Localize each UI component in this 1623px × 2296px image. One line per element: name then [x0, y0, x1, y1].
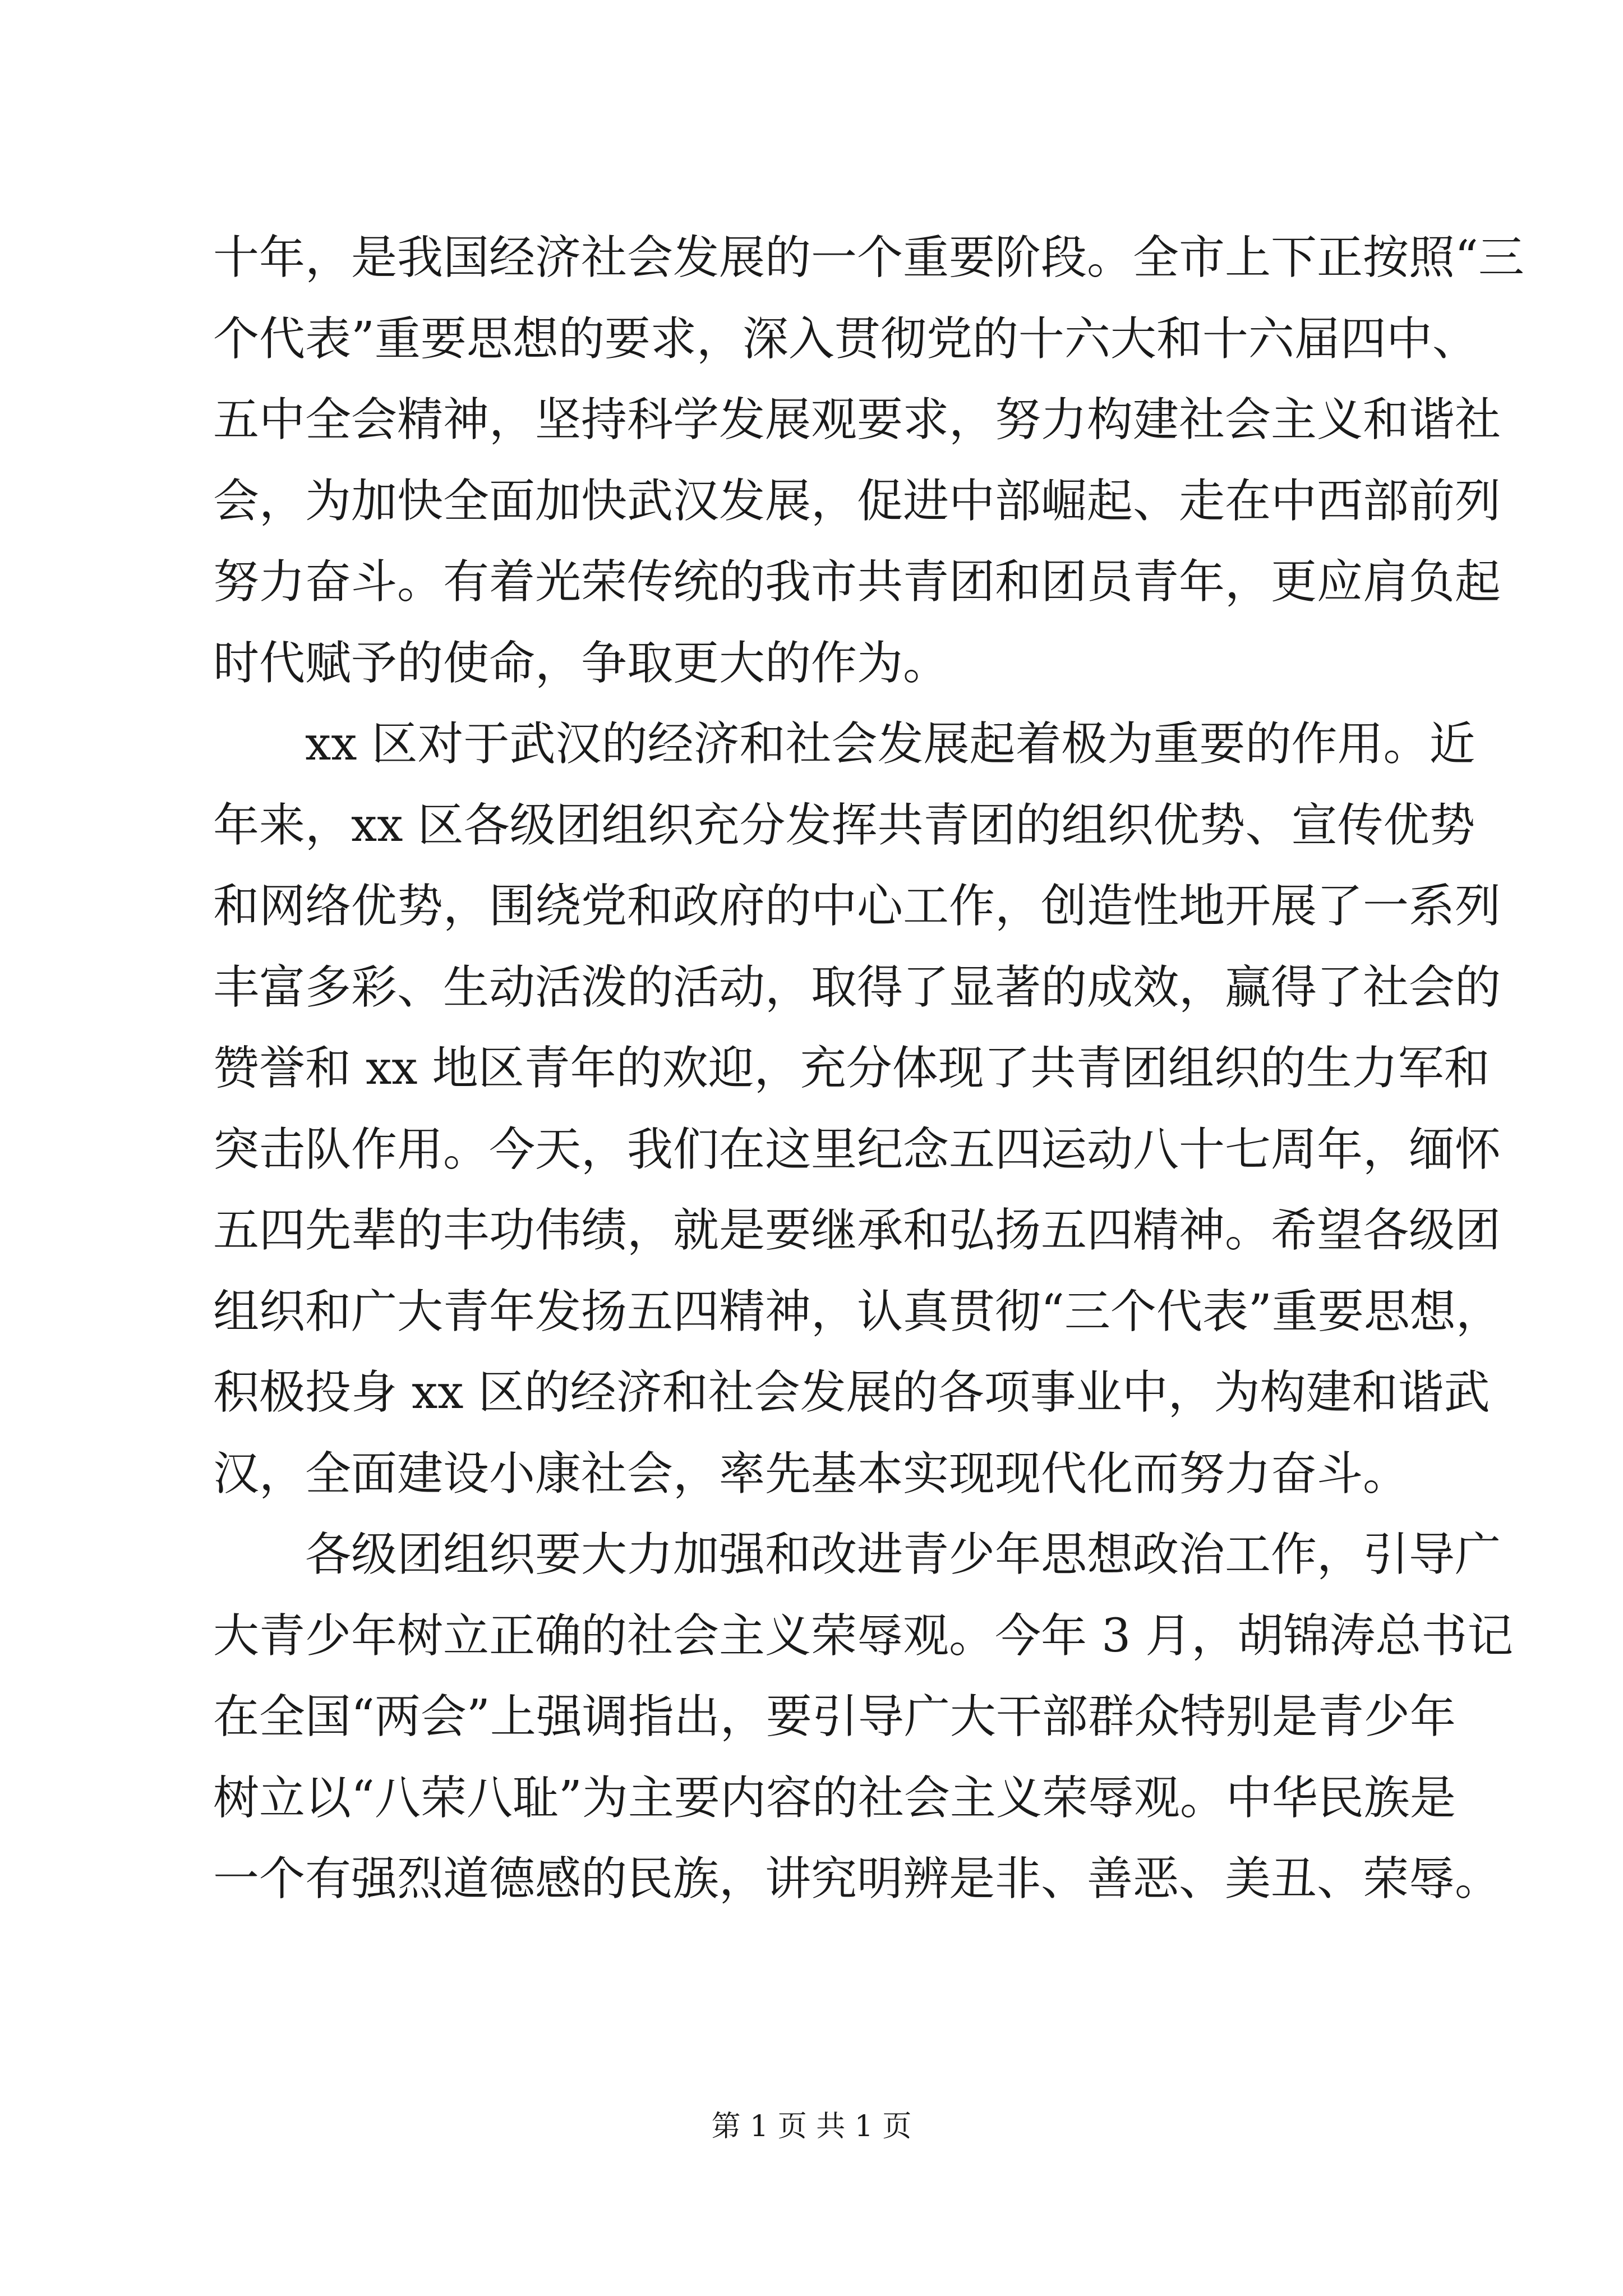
- text-line: 年来，xx 区各级团组织充分发挥共青团的组织优势、宣传优势: [213, 798, 1476, 852]
- text-line: 会，为加快全面加快武汉发展，促进中部崛起、走在中西部前列: [213, 474, 1501, 528]
- text-line: 和网络优势，围绕党和政府的中心工作，创造性地开展了一系列: [213, 880, 1501, 933]
- text-line: 努力奋斗。有着光荣传统的我市共青团和团员青年，更应肩负起: [213, 555, 1501, 609]
- text-line: 积极投身 xx 区的经济和社会发展的各项事业中，为构建和谐武: [213, 1366, 1490, 1419]
- text-line: 时代赋予的使命，争取更大的作为。: [213, 636, 949, 690]
- text-line: 一个有强烈道德感的民族，讲究明辨是非、善恶、美丑、荣辱。: [213, 1852, 1501, 1906]
- text-line: 树立以“八荣八耻”为主要内容的社会主义荣辱观。中华民族是: [213, 1771, 1456, 1825]
- text-line: 个代表”重要思想的要求，深入贯彻党的十六大和十六届四中、: [213, 312, 1478, 366]
- paragraph-3: [213, 1515, 1514, 1920]
- text-line: 五中全会精神，坚持科学发展观要求，努力构建社会主义和谐社: [213, 393, 1501, 447]
- text-line: 在全国“两会”上强调指出，要引导广大干部群众特别是青少年: [213, 1690, 1456, 1743]
- text-line: 汉，全面建设小康社会，率先基本实现现代化而努力奋斗。: [213, 1447, 1409, 1501]
- text-line: 突击队作用。今天，我们在这里纪念五四运动八十七周年，缅怀: [213, 1122, 1501, 1176]
- text-line: xx 区对于武汉的经济和社会发展起着极为重要的作用。近: [305, 717, 1476, 771]
- text-line: 十年，是我国经济社会发展的一个重要阶段。全市上下正按照“三: [213, 231, 1524, 284]
- paragraph-1: [213, 218, 1524, 704]
- text-line: 各级团组织要大力加强和改进青少年思想政治工作，引导广: [305, 1528, 1501, 1581]
- text-line: 丰富多彩、生动活泼的活动，取得了显著的成效，赢得了社会的: [213, 960, 1501, 1014]
- text-line: 大青少年树立正确的社会主义荣辱观。今年 3 月，胡锦涛总书记: [213, 1609, 1514, 1663]
- document-body: [213, 218, 1524, 1920]
- text-line: 组织和广大青年发扬五四精神，认真贯彻“三个代表”重要思想，: [213, 1285, 1502, 1338]
- text-line: 五四先辈的丰功伟绩，就是要继承和弘扬五四精神。希望各级团: [213, 1204, 1501, 1257]
- paragraph-2: [213, 704, 1502, 1515]
- page-number-footer: 第 1 页 共 1 页: [711, 2110, 912, 2143]
- text-line: 赞誉和 xx 地区青年的欢迎，充分体现了共青团组织的生力军和: [213, 1042, 1490, 1095]
